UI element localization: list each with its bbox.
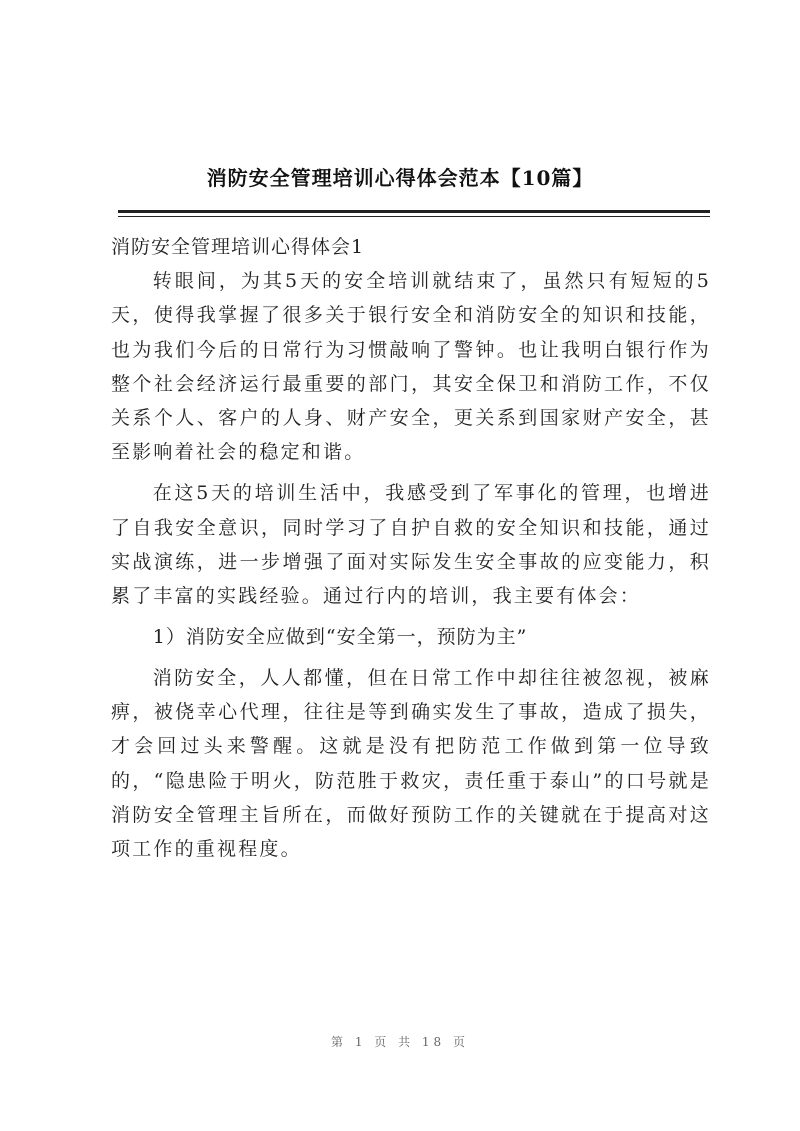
- document-title: 消防安全管理培训心得体会范本【10篇】: [206, 166, 594, 190]
- paragraph-1: 转眼间，为其5天的安全培训就结束了，虽然只有短短的5天，使得我掌握了很多关于银行安全和消防安全的知识和技能，也为我们今后的日常行为习惯敲响了警钟。也让我明白银行作为整个社会经济运行最重要的部门，其安全保卫和消防工作，不仅关系个人、客户的人身、财产安全，更关系到国家财产安全，甚至影响着社会的稳定和谐。: [111, 270, 711, 464]
- subheading-1: 1）消防安全应做到“安全第一，预防为主”: [152, 625, 528, 648]
- title-divider-thick: [118, 210, 710, 213]
- section-heading: 消防安全管理培训心得体会1: [111, 236, 365, 258]
- document-body: [111, 230, 711, 873]
- title-divider-thin: [118, 216, 710, 217]
- paragraph-2: 在这5天的培训生活中，我感受到了军事化的管理，也增进了自我安全意识，同时学习了自护自救的安全知识和技能，通过实战演练，进一步增强了面对实际发生安全事故的应变能力，积累了丰富的实践经验。通过行内的培训，我主要有体会：: [111, 482, 711, 608]
- paragraph-3: 消防安全，人人都懂，但在日常工作中却往往被忽视，被麻痹，被侥幸心代理，往往是等到确实发生了事故，造成了损失，才会回过头来警醒。这就是没有把防范工作做到第一位导致的，“隐患险于明火，防范胜于救灾，责任重于泰山”的口号就是消防安全管理主旨所在，而做好预防工作的关键就在于提高对这项工作的重视程度。: [111, 666, 711, 861]
- page-number-footer: 第 1 页 共 18 页: [331, 1035, 469, 1049]
